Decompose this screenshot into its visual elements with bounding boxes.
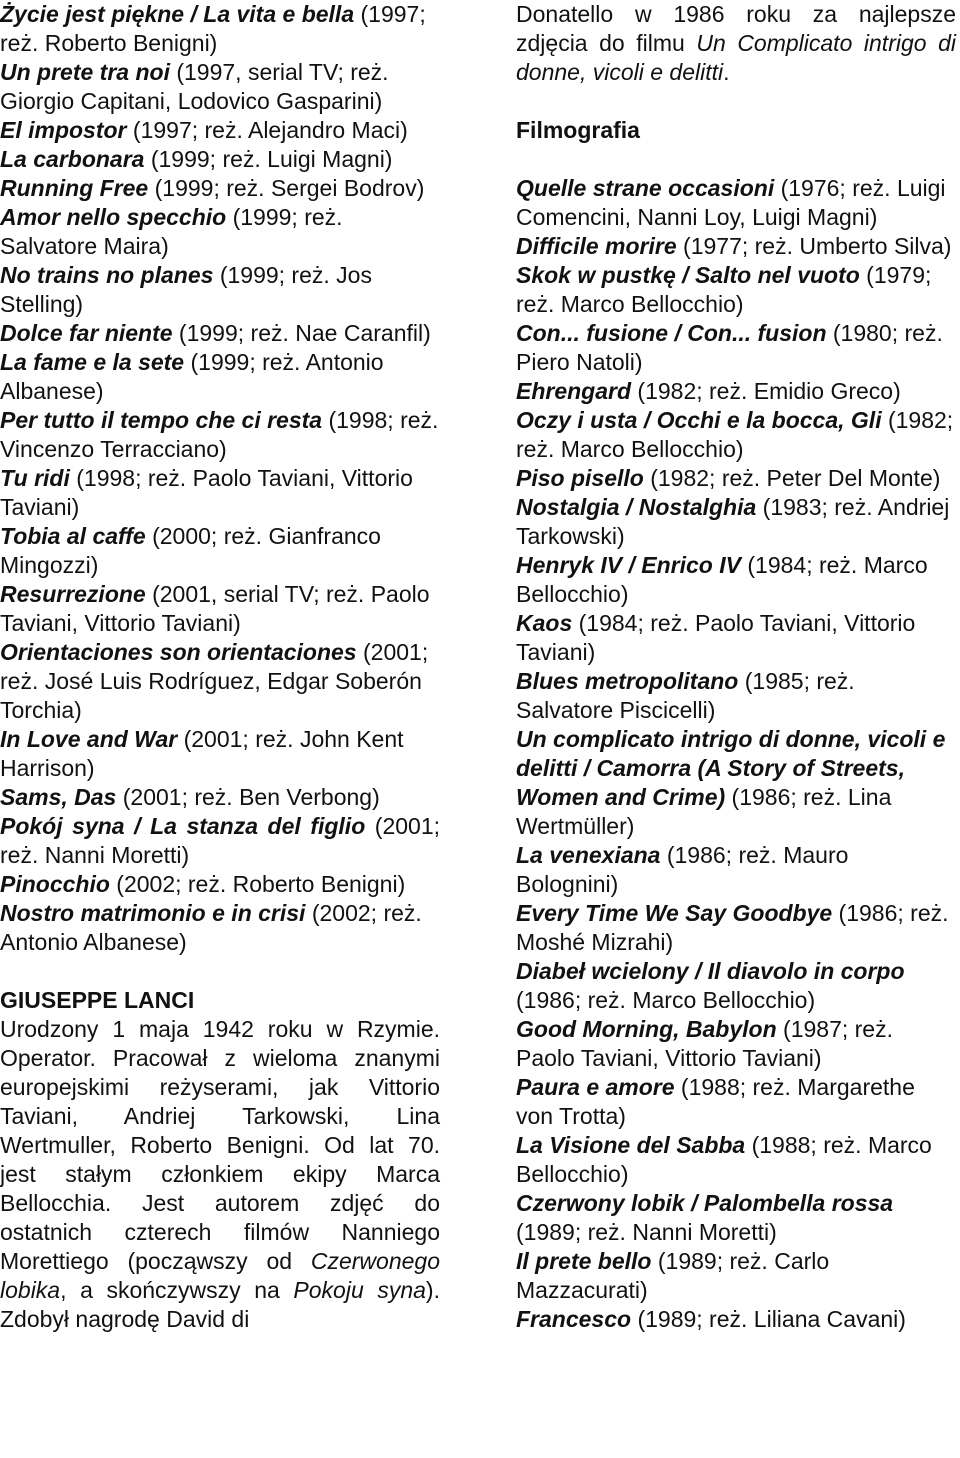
- film-entry: Tobia al caffe (2000; reż. Gianfranco Mingozzi): [0, 523, 381, 578]
- film-entry: Czerwony lobik / Palombella rossa (1989; reż. Nanni Moretti): [516, 1190, 894, 1245]
- film-entry: Kaos (1984; reż. Paolo Taviani, Vittorio Taviani): [516, 610, 916, 665]
- spacer: [516, 145, 956, 174]
- film-entry: Un complicato intrigo di donne, vicoli e delitti / Camorra (A Story of Streets, Women and Crime) (1986; reż. Lina Wertmüller): [516, 726, 946, 839]
- film-entry: Francesco (1989; reż. Liliana Cavani): [516, 1306, 906, 1332]
- biography-continuation: Donatello w 1986 roku za najlepsze zdjęcia do filmu Un Complicato intrigo di donne, vicoli e delitti.: [516, 1, 956, 85]
- film-entry: Paura e amore (1988; reż. Margarethe von Trotta): [516, 1074, 915, 1129]
- film-entry: Tu ridi (1998; reż. Paolo Taviani, Vittorio Taviani): [0, 465, 413, 520]
- film-entry: La venexiana (1986; reż. Mauro Bolognini): [516, 842, 849, 897]
- biography-paragraph: Urodzony 1 maja 1942 roku w Rzymie. Operator. Pracował z wieloma znanymi europejskimi reżyserami, jak Vittorio Taviani, Andriej Tarkowski, Lina Wertmuller, Roberto Benigni. Od lat 70. jest stałym członkiem ekipy Marca Bellocchia. Jest autorem zdjęć do ostatnich czterech filmów Nanniego Morettiego (począwszy od Czerwonego lobika, a skończywszy na Pokoju syna). Zdobył nagrodę David di: [0, 1016, 440, 1332]
- film-entry: La fame e la sete (1999; reż. Antonio Albanese): [0, 349, 384, 404]
- film-entry: Il prete bello (1989; reż. Carlo Mazzacurati): [516, 1248, 830, 1303]
- film-entry: Every Time We Say Goodbye (1986; reż. Moshé Mizrahi): [516, 900, 949, 955]
- film-entry: Quelle strane occasioni (1976; reż. Luigi Comencini, Nanni Loy, Luigi Magni): [516, 175, 946, 230]
- film-entry: El impostor (1997; reż. Alejandro Maci): [0, 117, 408, 143]
- filmography-list-right: [516, 174, 956, 1334]
- film-entry: Ehrengard (1982; reż. Emidio Greco): [516, 378, 901, 404]
- film-entry: In Love and War (2001; reż. John Kent Harrison): [0, 726, 404, 781]
- film-entry: Orientaciones son orientaciones (2001; reż. José Luis Rodríguez, Edgar Soberón Torchia): [0, 639, 429, 723]
- film-entry: Good Morning, Babylon (1987; reż. Paolo Taviani, Vittorio Taviani): [516, 1016, 893, 1071]
- spacer: [516, 87, 956, 116]
- film-entry: Diabeł wcielony / Il diavolo in corpo (1986; reż. Marco Bellocchio): [516, 958, 905, 1013]
- film-entry: La Visione del Sabba (1988; reż. Marco Bellocchio): [516, 1132, 932, 1187]
- film-entry: Henryk IV / Enrico IV (1984; reż. Marco Bellocchio): [516, 552, 928, 607]
- film-entry: Un prete tra noi (1997, serial TV; reż. Giorgio Capitani, Lodovico Gasparini): [0, 59, 389, 114]
- film-entry: Skok w pustkę / Salto nel vuoto (1979; reż. Marco Bellocchio): [516, 262, 932, 317]
- person-heading: GIUSEPPE LANCI: [0, 987, 195, 1013]
- spacer: [0, 957, 440, 986]
- film-entry: La carbonara (1999; reż. Luigi Magni): [0, 146, 393, 172]
- film-entry: Życie jest piękne / La vita e bella (1997; reż. Roberto Benigni): [0, 1, 426, 56]
- film-entry: Dolce far niente (1999; reż. Nae Caranfil): [0, 320, 431, 346]
- film-entry: Sams, Das (2001; reż. Ben Verbong): [0, 784, 380, 810]
- film-entry: Piso pisello (1982; reż. Peter Del Monte): [516, 465, 941, 491]
- right-column: [516, 0, 956, 1334]
- film-entry: No trains no planes (1999; reż. Jos Stelling): [0, 262, 372, 317]
- film-entry: Pinocchio (2002; reż. Roberto Benigni): [0, 871, 406, 897]
- film-entry: Blues metropolitano (1985; reż. Salvatore Piscicelli): [516, 668, 855, 723]
- film-entry: Running Free (1999; reż. Sergei Bodrov): [0, 175, 425, 201]
- filmography-list-left: [0, 0, 440, 957]
- film-entry: Con... fusione / Con... fusion (1980; reż. Piero Natoli): [516, 320, 943, 375]
- left-column: [0, 0, 440, 1334]
- film-entry: Oczy i usta / Occhi e la bocca, Gli (1982; reż. Marco Bellocchio): [516, 407, 954, 462]
- film-entry: Difficile morire (1977; reż. Umberto Silva): [516, 233, 952, 259]
- film-entry: Nostalgia / Nostalghia (1983; reż. Andriej Tarkowski): [516, 494, 950, 549]
- film-entry: Pokój syna / La stanza del figlio (2001; reż. Nanni Moretti): [0, 813, 441, 868]
- film-entry: Amor nello specchio (1999; reż. Salvatore Maira): [0, 204, 343, 259]
- film-entry: Per tutto il tempo che ci resta (1998; reż. Vincenzo Terracciano): [0, 407, 439, 462]
- film-entry: Resurrezione (2001, serial TV; reż. Paolo Taviani, Vittorio Taviani): [0, 581, 430, 636]
- section-heading: Filmografia: [516, 117, 640, 143]
- film-entry: Nostro matrimonio e in crisi (2002; reż. Antonio Albanese): [0, 900, 422, 955]
